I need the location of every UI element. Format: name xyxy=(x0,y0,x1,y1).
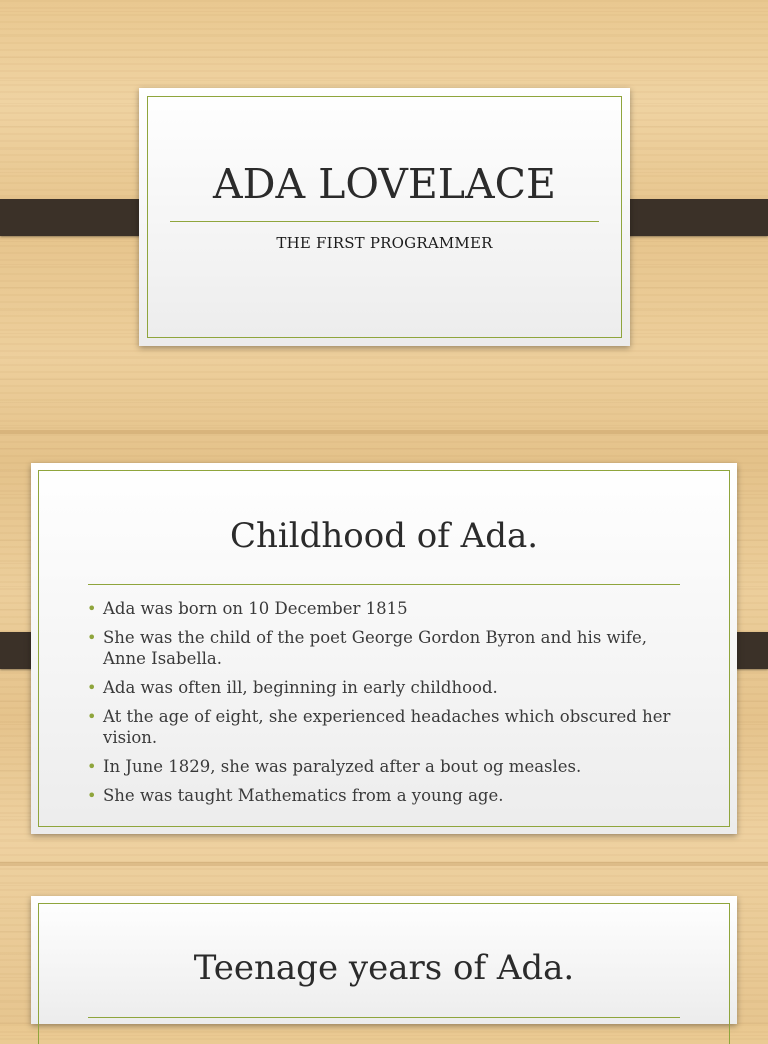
slide-subtitle: THE FIRST PROGRAMMER xyxy=(276,234,493,252)
list-item-text: She was the child of the poet George Gordon Byron and his wife, Anne Isabella. xyxy=(103,628,648,668)
wood-seam xyxy=(0,430,768,434)
title-divider xyxy=(88,584,680,585)
list-item xyxy=(87,677,687,698)
bullet-icon: • xyxy=(87,707,97,726)
bullet-icon: • xyxy=(87,678,97,697)
bullet-icon: • xyxy=(87,786,97,805)
slide-2[interactable] xyxy=(31,463,737,834)
title-divider xyxy=(170,221,599,222)
list-item-text: In June 1829, she was paralyzed after a bout og measles. xyxy=(103,757,582,776)
bullet-list xyxy=(87,598,687,814)
list-item xyxy=(87,627,687,669)
list-item-text: She was taught Mathematics from a young age. xyxy=(103,786,504,805)
wood-seam xyxy=(0,862,768,866)
bullet-icon: • xyxy=(87,599,97,618)
slide-1-frame xyxy=(147,96,622,338)
list-item xyxy=(87,756,687,777)
slide-title: ADA LOVELACE xyxy=(213,160,556,208)
slide-title: Childhood of Ada. xyxy=(229,516,539,556)
slide-1-band-right xyxy=(613,199,768,236)
bullet-icon: • xyxy=(87,757,97,776)
title-divider xyxy=(88,1017,680,1018)
slide-1[interactable] xyxy=(139,88,630,346)
list-item-text: Ada was often ill, beginning in early childhood. xyxy=(103,678,498,697)
slide-1-band-left xyxy=(0,199,155,236)
list-item xyxy=(87,706,687,748)
list-item xyxy=(87,785,687,806)
list-item-text: Ada was born on 10 December 1815 xyxy=(103,599,408,618)
list-item-text: At the age of eight, she experienced headaches which obscured her vision. xyxy=(103,707,671,747)
list-item xyxy=(87,598,687,619)
slide-3[interactable] xyxy=(31,896,737,1024)
bullet-icon: • xyxy=(87,628,97,647)
slide-title: Teenage years of Ada. xyxy=(193,948,575,988)
